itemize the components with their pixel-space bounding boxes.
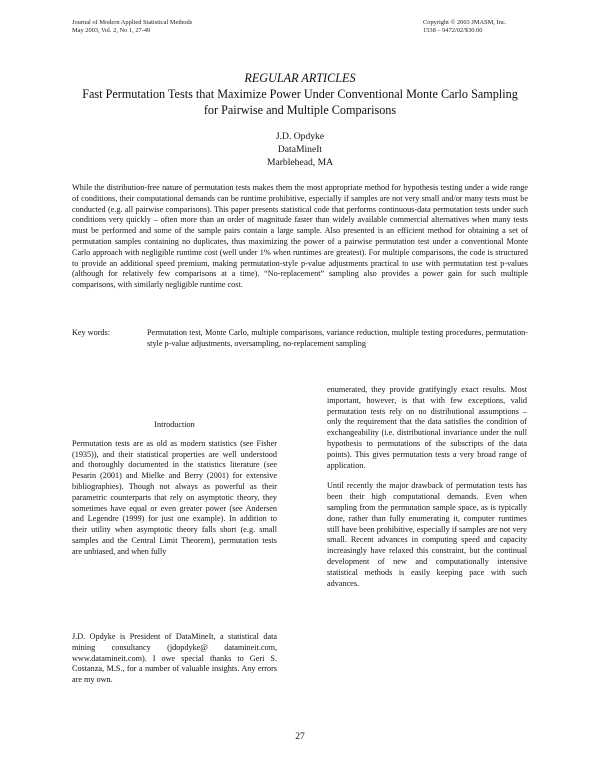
introduction-paragraph: Permutation tests are as old as modern statistics (see Fisher (1935)), and their statistical properties are well understood and thoroughly documented in the statistics literature (see Pesarin (2001) and Mielke and Berry (2001) for extensive bibliographies). Though not always as powerful as their parametric counterparts that rely on asymptotic theory, they sometimes have equal or even greater power (see Andersen and Legendre (1999) for just one example). In addition to their utility when asymptotic theory falls short (e.g. small samples and the Central Limit Theorem), permutation tests are unbiased, and when fully: [72, 438, 277, 556]
paper-title: Fast Permutation Tests that Maximize Power Under Conventional Monte Carlo Sampling for Pairwise and Multiple Comparisons: [82, 87, 518, 117]
author-footnote: J.D. Opdyke is President of DataMineIt, a statistical data mining consultancy (jdopdyke@ datamineit.com, www.datamineit.com). I owe special thanks to Geri S. Costanza, M.S., for a number of valuable insights. Any errors are my own.: [72, 632, 277, 685]
keywords-label: Key words:: [72, 328, 110, 337]
introduction-heading: Introduction: [154, 420, 195, 429]
journal-header-right: [423, 19, 528, 35]
author-affiliation: DataMineIt: [277, 144, 323, 155]
section-label: REGULAR ARTICLES: [244, 71, 356, 85]
right-column: [327, 385, 527, 599]
journal-header-left: [72, 19, 192, 35]
left-column: [72, 420, 277, 568]
journal-issue: May 2003, Vol. 2, No 1, 27-49: [72, 27, 151, 34]
author-block: [0, 130, 600, 169]
right-paragraph-2: Until recently the major drawback of permutation tests has been their high computational demands. Even when sampling from the permutation sample space, as is typically done, rather than fully enumerating it, computer runtimes still have been prohibitive, especially if samples are not very small. Recent advances in computing speed and capacity increasingly have relaxed this constraint, but the continual development of new and computationally intensive statistical methods is easily keeping pace with such advances.: [327, 481, 527, 588]
keywords: [72, 327, 528, 349]
abstract: While the distribution-free nature of permutation tests makes them the most appropriate method for hypothesis testing under a wide range of conditions, their computational demands can be runtime prohibitive, especially if samples are not very small and/or many tests must be conducted (e.g. all pairwise comparisons). This paper presents statistical code that performs continuous-data permutation tests under such conditions very quickly – often more than an order of magnitude faster than widely available commercial alternatives when many tests must be performed and some of the sample pairs contain a large sample. Also presented is an efficient method for obtaining a set of permutation samples containing no duplicates, thus maximizing the power of a pairwise permutation test under a conventional Monte Carlo approach with negligible runtime cost (well under 1% when runtimes are greatest). For multiple comparisons, the code is structured to provide an additional speed premium, making permutation-style p-value adjustments practical to use with permutation test p-values (although for relatively few comparisons at a time). “No-replacement” sampling also provides a power gain for such multiple comparisons, with similarly negligible runtime cost.: [72, 183, 528, 290]
right-paragraph-1: enumerated, they provide gratifyingly exact results. Most important, however, is that with few exceptions, valid permutation tests rely on no distributional assumptions – only the requirement that the data satisfies the condition of exchangeability (i.e. distributional invariance under the null hypothesis to permutations of the subscripts of the data points). This gives permutation tests a very broad range of application.: [327, 385, 527, 470]
issn-line: 1538 – 9472/02/$30.00: [423, 27, 483, 34]
copyright-line: Copyright © 2003 JMASM, Inc.: [423, 19, 507, 26]
journal-name: Journal of Modern Applied Statistical Methods: [72, 19, 193, 26]
page-number: 27: [295, 731, 305, 742]
author-name: J.D. Opdyke: [275, 131, 325, 142]
author-location: Marblehead, MA: [266, 157, 334, 168]
keywords-text: Permutation test, Monte Carlo, multiple comparisons, variance reduction, multiple testing procedures, permutation-style p-value adjustments, oversampling, no-replacement sampling: [147, 328, 528, 349]
